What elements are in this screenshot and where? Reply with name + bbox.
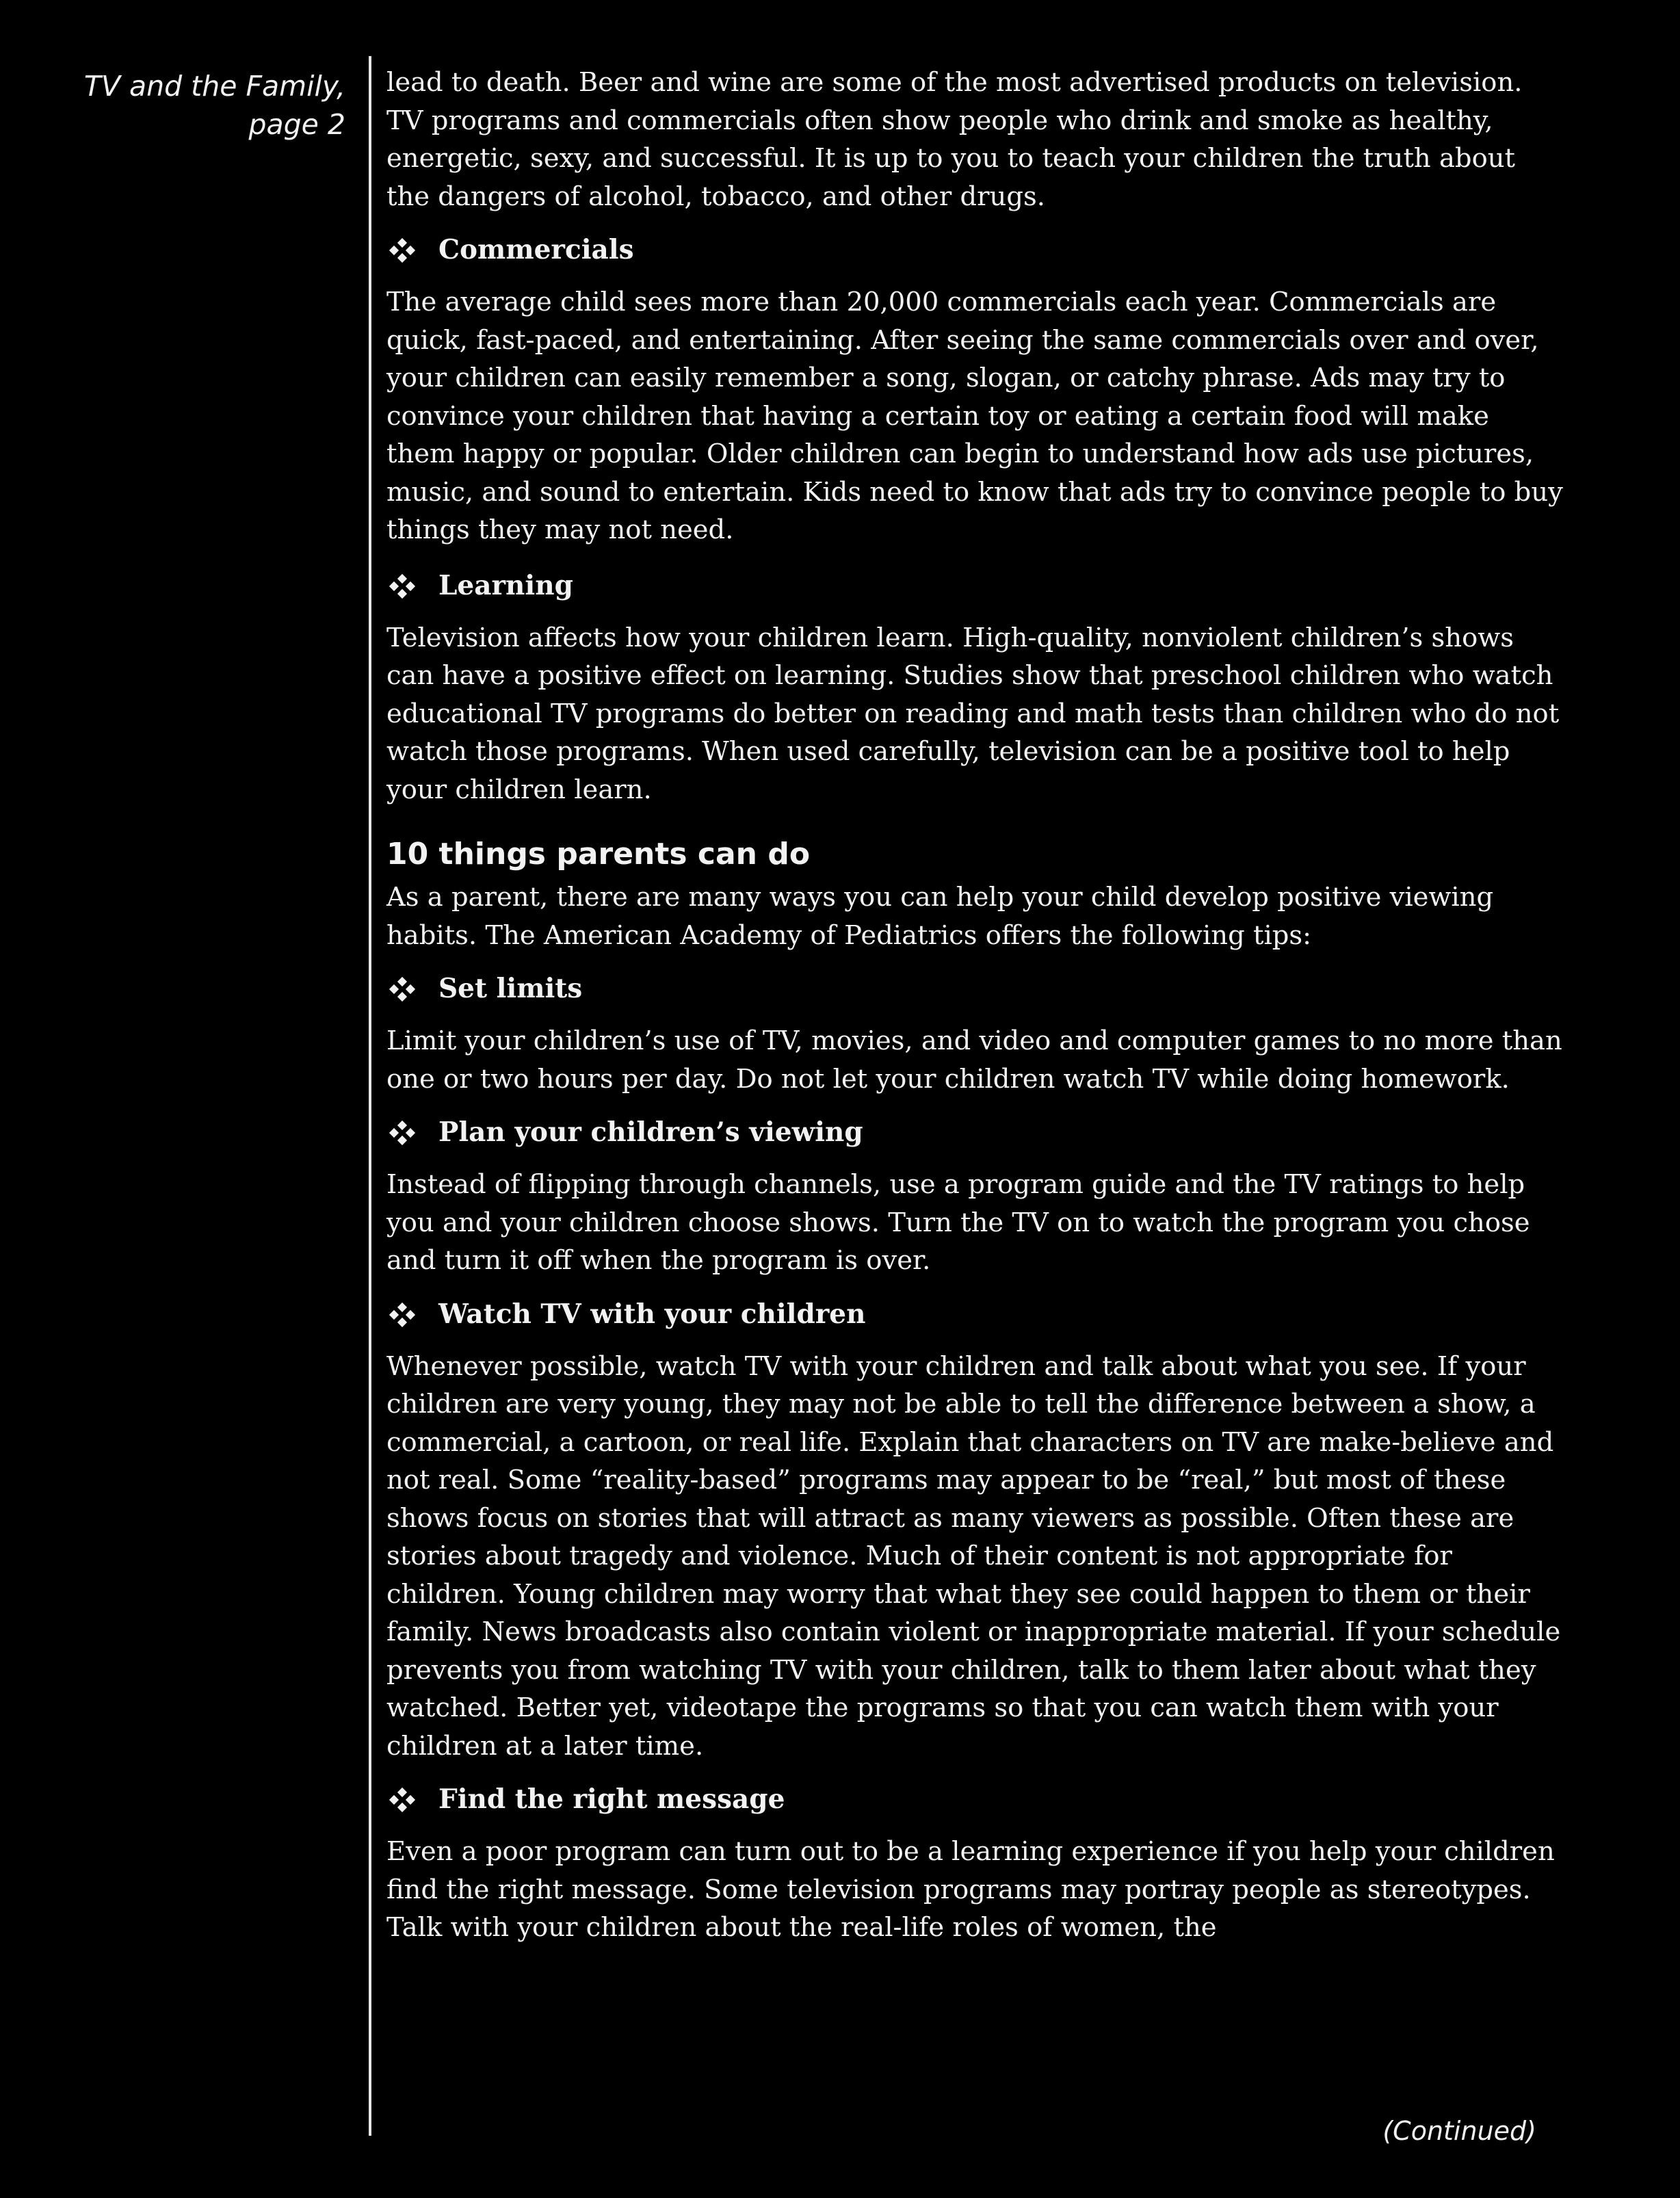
tip-heading-set-limits (386, 969, 1563, 1008)
section-title-commercials: Commercials (438, 234, 634, 265)
section-body-commercials: The average child sees more than 20,000 commercials each year. Commercials are quick, fast-paced, and entertaining. After seeing the same commercials over and over, your children can easily remember a song, slogan, or catchy phrase. Ads may try to convince your children that having a certain toy or eating a certain food will make them happy or popular. Older children can begin to understand how ads use pictures, music, and sound to entertain. Kids need to know that ads try to convince people to buy things they may not need. (386, 287, 1563, 545)
margin-note-title: TV and the Family, (83, 70, 345, 103)
tip-title-watch-together: Watch TV with your children (438, 1298, 866, 1330)
tip-title-set-limits: Set limits (438, 973, 583, 1004)
tip-heading-right-message (386, 1780, 1563, 1818)
section-heading-commercials (386, 231, 1563, 269)
diamond-bullet-icon (386, 1788, 418, 1811)
section-heading-learning (386, 566, 1563, 605)
tip-body-set-limits: Limit your children’s use of TV, movies, and video and computer games to no more than one or two hours per day. Do not let your children watch TV while doing homework. (386, 1025, 1562, 1095)
tip-title-plan-viewing: Plan your children’s viewing (438, 1116, 863, 1148)
vertical-divider (369, 56, 371, 2136)
section-title-learning: Learning (438, 569, 573, 601)
tip-heading-plan-viewing (386, 1113, 1563, 1151)
diamond-bullet-icon (386, 574, 418, 597)
diamond-bullet-icon (386, 1303, 418, 1326)
diamond-bullet-icon (386, 977, 418, 1000)
section-body-learning: Television affects how your children learn. High-quality, nonviolent children’s shows can have a positive effect on learning. Studies show that preschool children who watch educational TV programs do better on reading and math tests than children who do not watch those programs. When used carefully, television can be a positive tool to help your children learn. (386, 622, 1560, 805)
margin-note (41, 67, 345, 144)
parents-intro: As a parent, there are many ways you can help your child develop positive viewing habits. The American Academy of Pediatrics offers the following tips: (386, 882, 1494, 951)
tip-body-watch-together: Whenever possible, watch TV with your children and talk about what you see. If your children are very young, they may not be able to tell the difference between a show, a commercial, a cartoon, or real life. Explain that characters on TV are make-believe and not real. Some “reality-based” programs may appear to be “real,” but most of these shows focus on stories that will attract as many viewers as possible. Often these are stories about tragedy and violence. Much of their content is not appropriate for children. Young children may worry that what they see could happen to them or their family. News broadcasts also contain violent or inappropriate material. If your schedule prevents you from watching TV with your children, talk to them later about what they watched. Better yet, videotape the programs so that you can watch them with your children at a later time. (386, 1350, 1561, 1762)
margin-note-page: page 2 (248, 108, 345, 141)
parents-heading: 10 things parents can do (386, 837, 811, 872)
diamond-bullet-icon (386, 238, 418, 261)
intro-paragraph: lead to death. Beer and wine are some of the most advertised products on television. TV programs and commercials often show people who drink and smoke as healthy, energetic, sexy, and successful. It is up to you to teach your children the truth about the dangers of alcohol, tobacco, and other drugs. (386, 67, 1523, 212)
article-body (386, 64, 1563, 1947)
tip-body-plan-viewing: Instead of flipping through channels, use a program guide and the TV ratings to help you and your children choose shows. Turn the TV on to watch the program you chose and turn it off when the program is over. (386, 1169, 1530, 1276)
tip-body-right-message: Even a poor program can turn out to be a learning experience if you help your children find the right message. Some television programs may portray people as stereotypes. Talk with your children about the real-life roles of women, the (386, 1836, 1555, 1943)
tip-title-right-message: Find the right message (438, 1783, 785, 1815)
diamond-bullet-icon (386, 1121, 418, 1144)
continued-label: (Continued) (1382, 2116, 1536, 2146)
tip-heading-watch-together (386, 1295, 1563, 1333)
